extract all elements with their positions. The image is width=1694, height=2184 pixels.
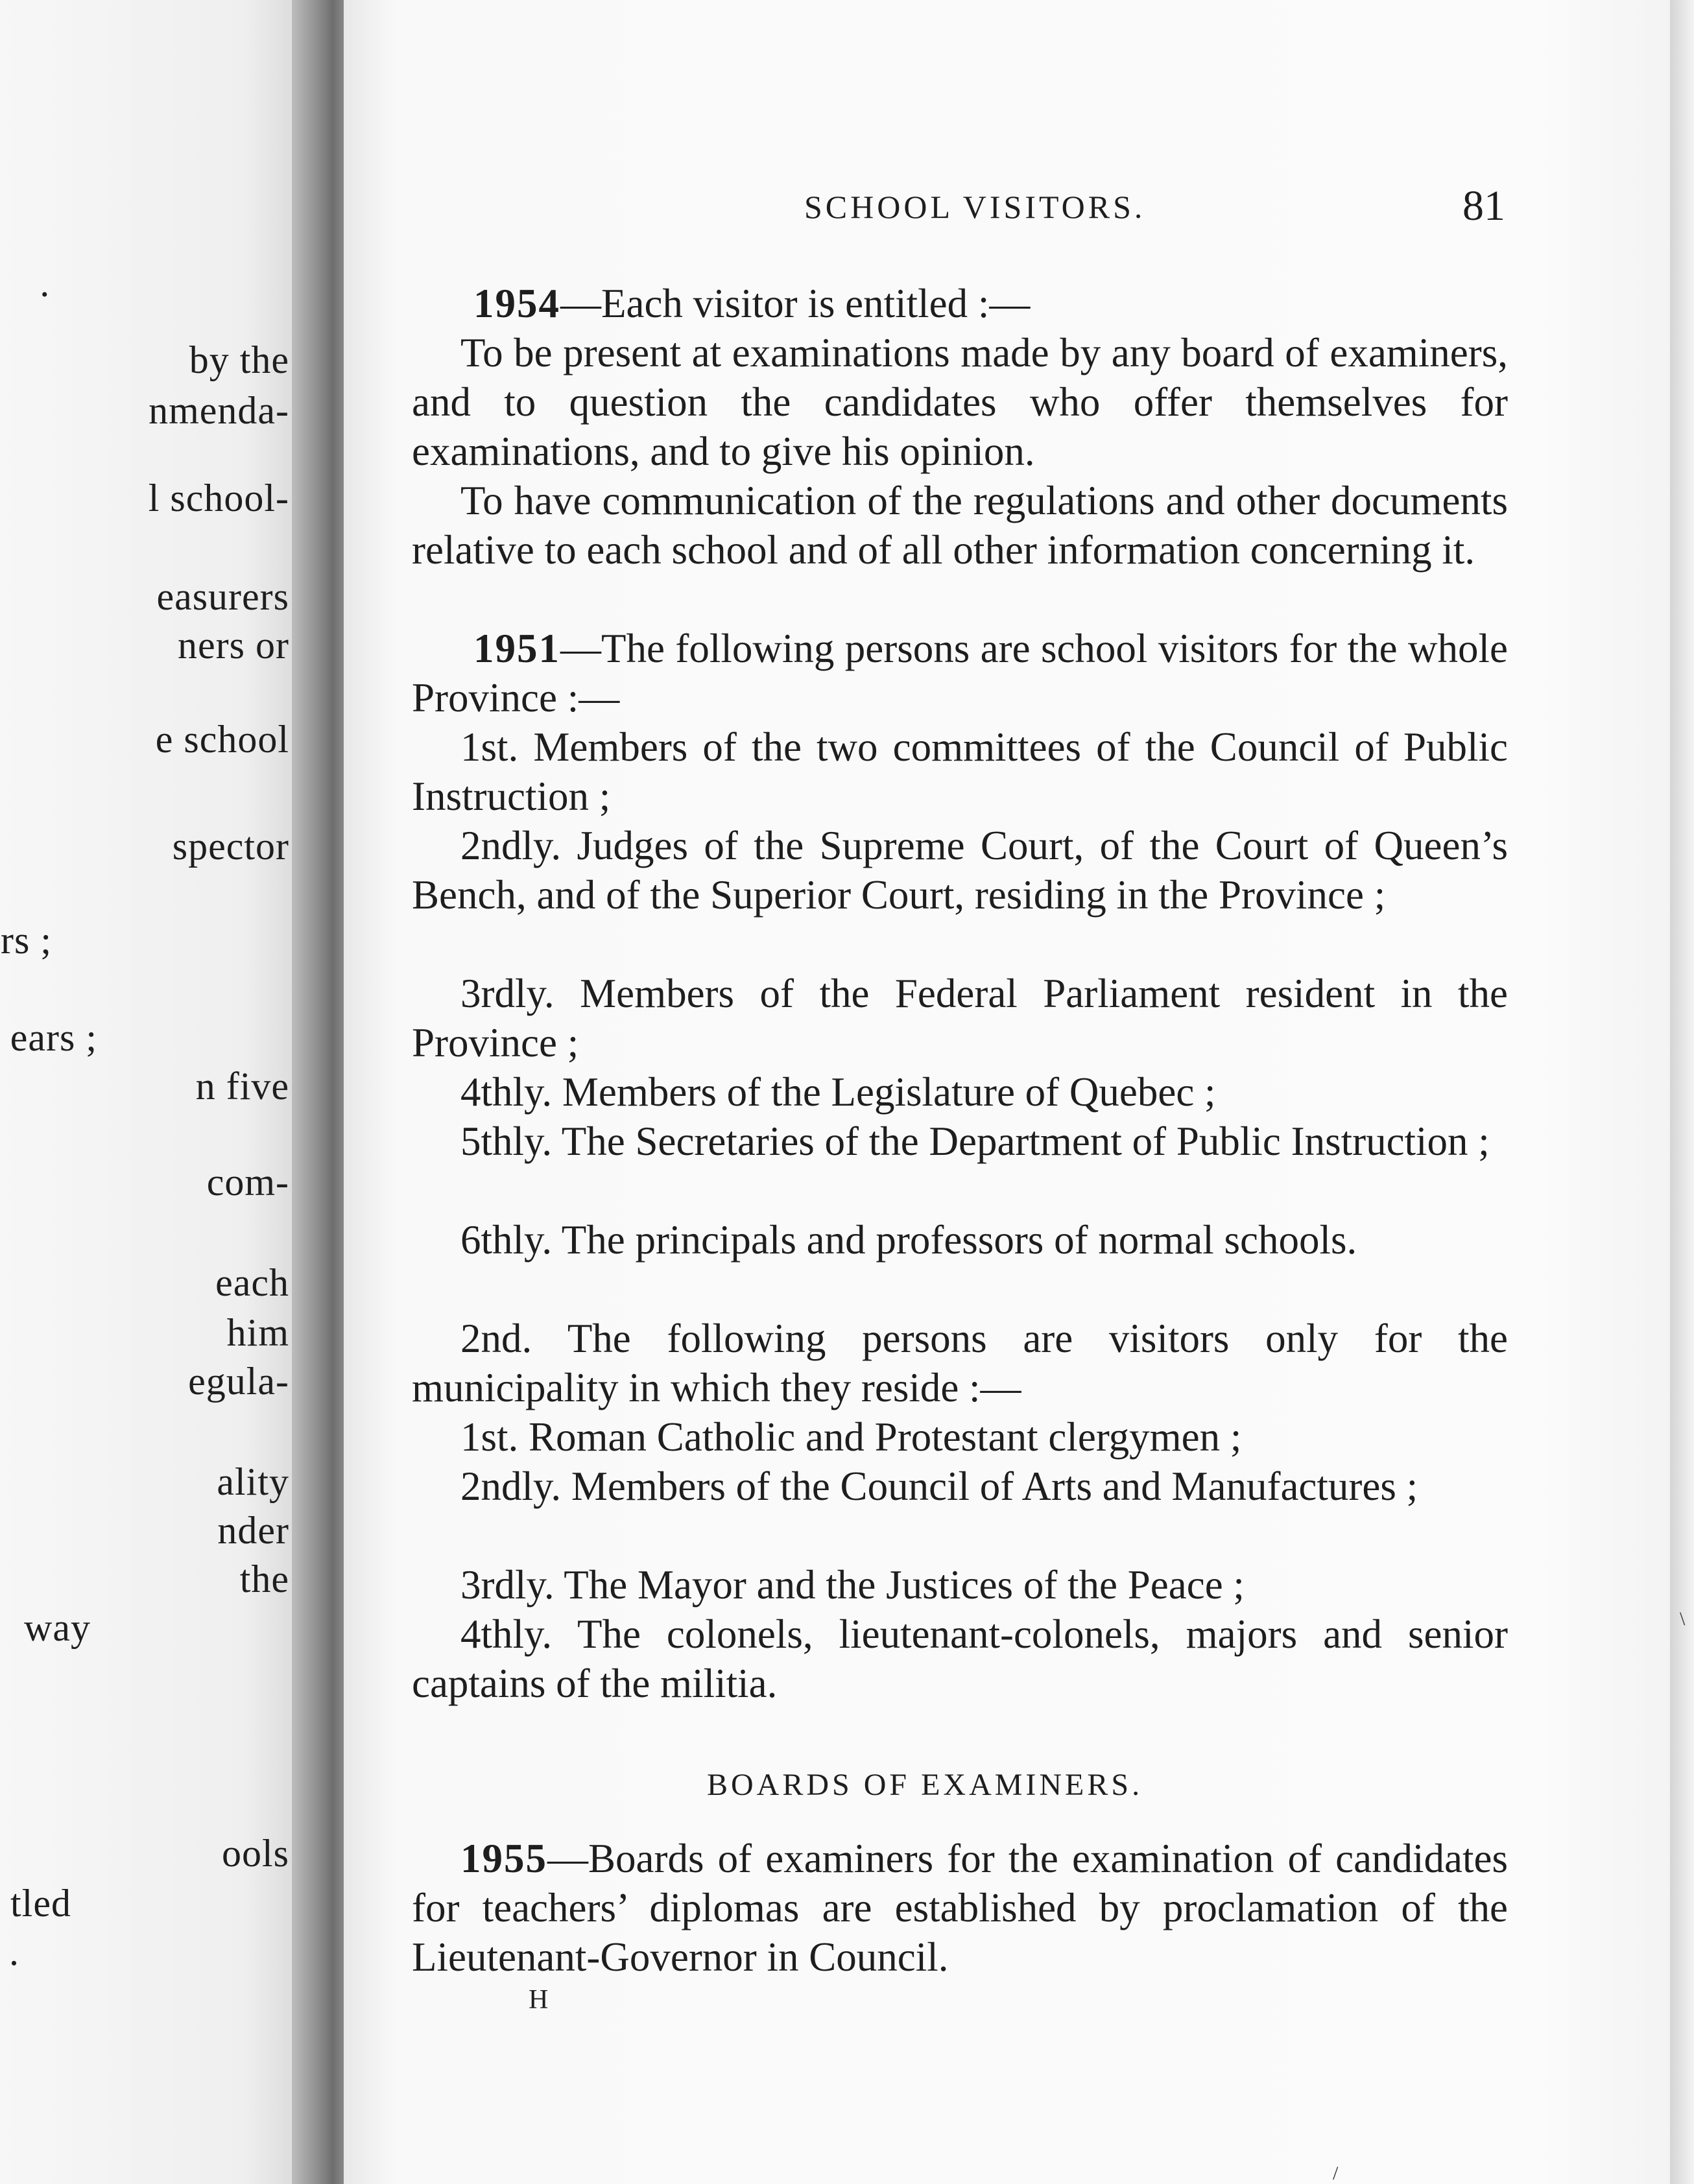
article-1954-paragraph: To be present at examinations made by any board of examiners, and to question the candidates who offer themselves for examinations, and to give his opinion. [412, 330, 1508, 474]
left-page-fragment: spector [172, 825, 289, 868]
left-page-fragment: ners or [178, 624, 289, 667]
left-page-fragment: each [215, 1261, 289, 1304]
left-page-fragment: e school [155, 718, 289, 761]
left-page-fragment: him [226, 1311, 289, 1354]
left-page-fragment: ools [221, 1832, 289, 1875]
list-item: 2ndly. Judges of the Supreme Court, of the Court of Queen’s Bench, and of the Superior Court, residing in the Province ; [412, 823, 1508, 918]
article-1955 [412, 1834, 1508, 1982]
article-1954-intro [412, 279, 1508, 328]
article-1954-paragraph: To have communication of the regulations and other documents relative to each school and of all other information concerning it. [412, 478, 1508, 573]
left-page-fragment: n five [195, 1065, 289, 1108]
signature-mark: H [529, 1985, 549, 2015]
list-item: 3rdly. The Mayor and the Justices of the Peace ; [460, 1562, 1245, 1608]
page-number: 81 [1462, 182, 1505, 230]
article-intro-text: —Each visitor is entitled :— [560, 281, 1031, 326]
article-text: —Boards of examiners for the examination of candidates for teachers’ diplomas are established by proclamation of the Lieutenant-Governor in Council. [412, 1836, 1508, 1980]
bottom-mark: / [1333, 2163, 1339, 2184]
left-facing-page [0, 0, 305, 2184]
running-head: SCHOOL VISITORS. [804, 189, 1146, 225]
left-page-fragment: . [9, 1930, 19, 1973]
article-intro-text: —The following persons are school visitors for the whole Province :— [412, 626, 1508, 720]
left-page-fragment: easurers [156, 575, 289, 618]
article-number: 1954 [473, 281, 560, 326]
left-page-fragment: egula- [188, 1360, 289, 1403]
list-item: 4thly. The colonels, lieutenant-colonels, majors and senior captains of the militia. [412, 1611, 1508, 1706]
left-page-fragment: by the [189, 338, 289, 381]
left-page-fragment: nder [217, 1509, 289, 1552]
section-heading: BOARDS OF EXAMINERS. [707, 1768, 1143, 1802]
left-page-fragment: • [41, 284, 49, 305]
left-page-fragment: ears ; [10, 1016, 97, 1059]
left-page-fragment: com- [206, 1161, 289, 1204]
list-item: 4thly. Members of the Legislature of Quebec ; [460, 1069, 1216, 1115]
article-number: 1951 [473, 626, 560, 671]
left-page-fragment: l school- [148, 477, 289, 519]
list-item: 1st. Roman Catholic and Protestant clergymen ; [460, 1414, 1242, 1460]
left-page-fragment: way [24, 1606, 91, 1649]
list-item: 6thly. The principals and professors of normal schools. [460, 1217, 1357, 1263]
margin-mark: \ [1680, 1608, 1686, 1630]
list-item: 3rdly. Members of the Federal Parliament resident in the Province ; [412, 971, 1508, 1065]
second-intro: 2nd. The following persons are visitors only for the municipality in which they reside :— [412, 1316, 1508, 1410]
left-page-fragment: rs ; [1, 919, 52, 962]
list-item: 1st. Members of the two committees of the Council of Public Instruction ; [412, 724, 1508, 819]
page-edge [1670, 0, 1694, 2184]
list-item: 5thly. The Secretaries of the Department of Public Instruction ; [460, 1119, 1490, 1164]
left-page-fragment: the [239, 1558, 289, 1600]
article-1951-intro [412, 624, 1508, 722]
article-number: 1955 [460, 1836, 547, 1881]
left-page-fragment: tled [10, 1882, 71, 1925]
list-item: 2ndly. Members of the Council of Arts and Manufactures ; [460, 1464, 1418, 1509]
left-page-fragment: nmenda- [149, 389, 289, 432]
left-page-fragment: ality [217, 1460, 289, 1503]
